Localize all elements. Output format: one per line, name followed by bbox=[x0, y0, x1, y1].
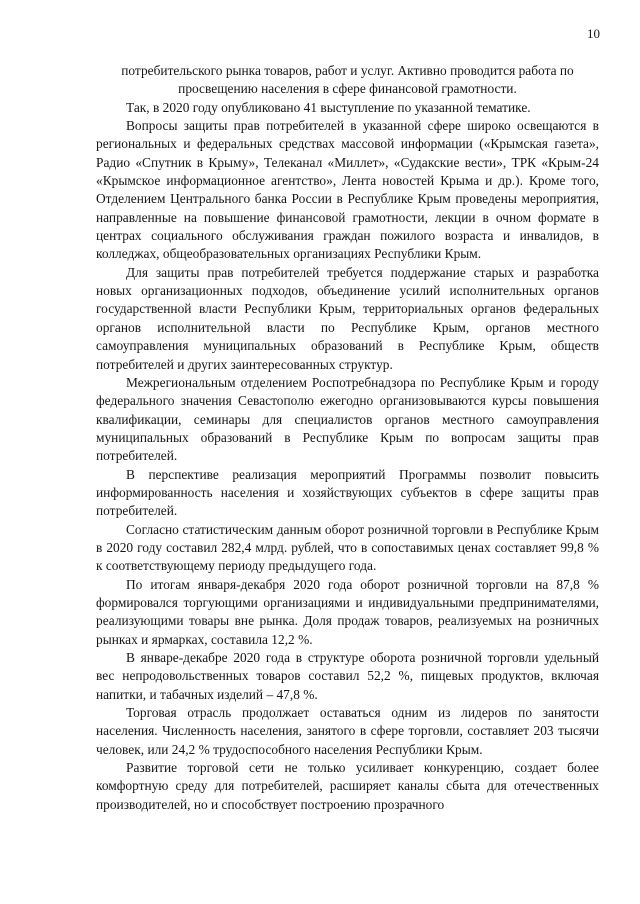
paragraph-retail-turnover: Согласно статистическим данным оборот розничной торговли в Республике Крым в 2020 году составил 282,4 млрд. рублей, что в сопоставимых ценах составляет 99,8 % к соответствующему периоду предыдущего года. bbox=[96, 521, 599, 574]
paragraph-trade-network: Развитие торговой сети не только усиливает конкуренцию, создает более комфортную среду для потребителей, расширяет каналы сбыта для отечественных производителей, но и способствует построению прозрачного bbox=[96, 760, 599, 812]
paragraph-consumer-protection: Для защиты прав потребителей требуется поддержание старых и разработка новых организационных подходов, объединение усилий исполнительных органов государственной власти Республики Крым, территориальных органов федеральных органов исполнительной власти по Республике Крым, органов местного самоуправления муниципальных образований в Республике Крым, обществ потребителей и других заинтересованных структур. bbox=[96, 264, 599, 372]
paragraph-continuation: потребительского рынка товаров, работ и услуг. Активно проводится работа по просвещению населения в сфере финансовой грамотности. bbox=[121, 63, 574, 97]
paragraph-goods-share: В январе-декабре 2020 года в структуре оборота розничной торговли удельный вес непродовольственных товаров составил 52,2 %, пищевых продуктов, включая напитки, и табачных изделий – 47,8 %. bbox=[96, 650, 599, 702]
paragraph-publications: Так, в 2020 году опубликовано 41 выступление по указанной тематике. bbox=[126, 99, 531, 115]
paragraph-employment: Торговая отрасль продолжает оставаться одним из лидеров по занятости населения. Численность населения, занятого в сфере торговли, составляет 203 тысячи человек, или 24,2 % трудоспособного населения Республики Крым. bbox=[96, 705, 599, 757]
paragraph-media-coverage: Вопросы защиты прав потребителей в указанной сфере широко освещаются в региональных и федеральных средствах массовой информации («Крымская газета», Радио «Спутник в Крыму», Телеканал «Миллет», «Судакские вести», ТРК «Крым-24 «Крымское информационное агентство», Лента новостей Крыма и др.). Кроме того, Отделением Центрального банка России в Республике Крым проведены мероприятия, направленные на повышение финансовой грамотности, лекции в очном формате в центрах социального обслуживания граждан пожилого возраста и инвалидов, в колледжах, общеобразовательных организациях Республики Крым. bbox=[96, 118, 599, 262]
page-number: 10 bbox=[587, 26, 600, 41]
paragraph-program-outlook: В перспективе реализация мероприятий Программы позволит повысить информированность населения и хозяйствующих субъектов в сфере защиты прав потребителей. bbox=[96, 466, 599, 519]
document-body bbox=[96, 62, 599, 814]
paragraph-rospotrebnadzor: Межрегиональным отделением Роспотребнадзора по Республике Крым и городу федерального значения Севастополю ежегодно организовываются курсы повышения квалификации, семинары для специалистов органов местного самоуправления муниципальных образований в Республике Крым по вопросам защиты прав потребителей. bbox=[96, 374, 599, 464]
paragraph-retail-structure: По итогам января-декабря 2020 года оборот розничной торговли на 87,8 % формировался торгующими организациями и индивидуальными предпринимателями, реализующими товары вне рынка. Доля продаж товаров, реализуемых на розничных рынках и ярмарках, составила 12,2 %. bbox=[96, 576, 599, 647]
